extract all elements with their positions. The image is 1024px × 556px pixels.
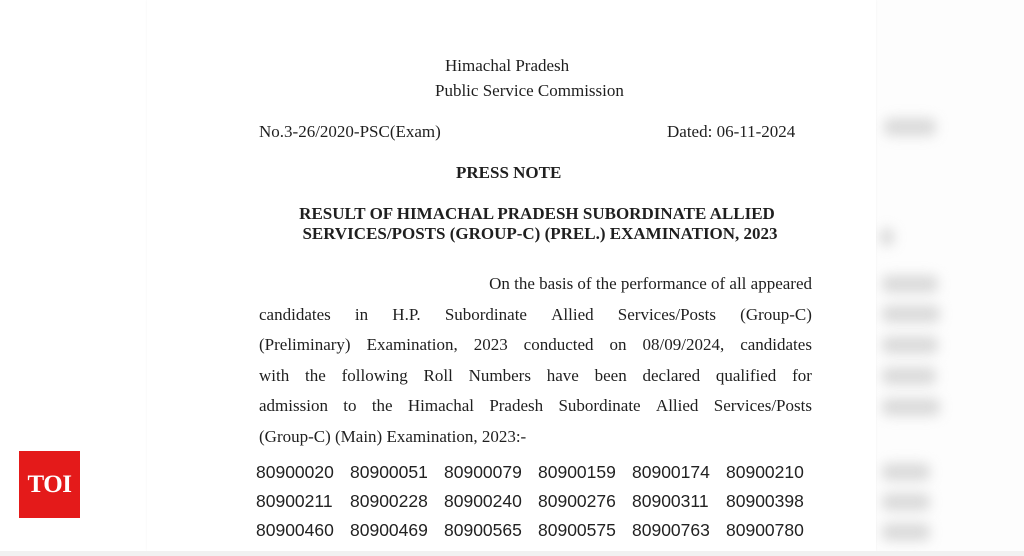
word: Allied [655,396,699,415]
body-line: On the basis of the performance of all appeared [489,274,812,293]
roll-number: 80900228 [350,491,428,511]
roll-number: 80900020 [256,462,334,482]
roll-number: 80900311 [632,491,709,511]
blurred-text [882,523,930,541]
word: 2023 [473,335,508,354]
word: with [259,366,290,385]
result-title-line-1: RESULT OF HIMACHAL PRADESH SUBORDINATE ALLIED [299,204,775,223]
blurred-text [882,367,936,385]
roll-number: 80900240 [444,491,522,511]
roll-number: 80900051 [350,462,428,482]
word: candidates [740,335,812,354]
word: Allied [551,305,594,324]
word: declared [642,366,701,385]
blurred-text [882,305,940,323]
roll-number: 80900159 [538,462,616,482]
word: Roll [423,366,453,385]
word: for [792,366,812,385]
word: Subordinate [444,305,527,324]
toi-logo [19,451,80,518]
word: Services/Posts [617,305,717,324]
roll-number: 80900079 [444,462,522,482]
word: following [341,366,408,385]
roll-number: 80900211 [256,491,333,511]
header-line-2: Public Service Commission [435,81,624,100]
word: Subordinate [558,396,641,415]
word: Numbers [468,366,531,385]
body-line [259,335,812,355]
word: Pradesh [489,396,544,415]
word: on [609,335,627,354]
word: been [594,366,627,385]
word: 08/09/2024, [642,335,725,354]
roll-number: 80900763 [632,520,710,540]
word: to [343,396,357,415]
roll-number: 80900276 [538,491,616,511]
word: the [371,396,393,415]
word: in [354,305,369,324]
toi-logo-text: TOI [27,470,72,498]
body-line [259,305,812,325]
word: Himachal [407,396,474,415]
reference-number: No.3-26/2020-PSC(Exam) [259,122,441,141]
roll-number: 80900780 [726,520,804,540]
blurred-text [882,463,930,481]
word: H.P. [392,305,421,324]
roll-number: 80900565 [444,520,522,540]
word: (Group-C) [740,305,812,324]
word: candidates [259,305,331,324]
roll-number: 80900398 [726,491,804,511]
roll-number: 80900460 [256,520,334,540]
press-note-title: PRESS NOTE [456,163,562,182]
word: admission [259,396,328,415]
word: Services/Posts [713,396,812,415]
page-bottom-edge [0,551,1024,556]
roll-number-table [256,462,820,540]
dated: Dated: 06-11-2024 [667,122,796,141]
roll-number: 80900575 [538,520,616,540]
body-line: (Group-C) (Main) Examination, 2023:- [259,427,527,446]
result-title-line-2: SERVICES/POSTS (GROUP-C) (PREL.) EXAMINATION, 2023 [302,224,778,243]
blurred-background [876,0,1024,551]
word: qualified [715,366,777,385]
blurred-text [882,398,940,416]
roll-number: 80900174 [632,462,710,482]
body-line [259,396,812,416]
word: Examination, [366,335,458,354]
blurred-text [882,336,938,354]
word: conducted [523,335,594,354]
roll-number: 80900210 [726,462,804,482]
word: (Preliminary) [259,335,351,354]
header-line-1: Himachal Pradesh [445,56,570,75]
blurred-text [882,275,938,293]
body-line [259,366,812,386]
roll-number: 80900469 [350,520,428,540]
blurred-text [884,118,936,136]
word: have [546,366,579,385]
word: the [305,366,326,385]
blurred-text [882,493,930,511]
